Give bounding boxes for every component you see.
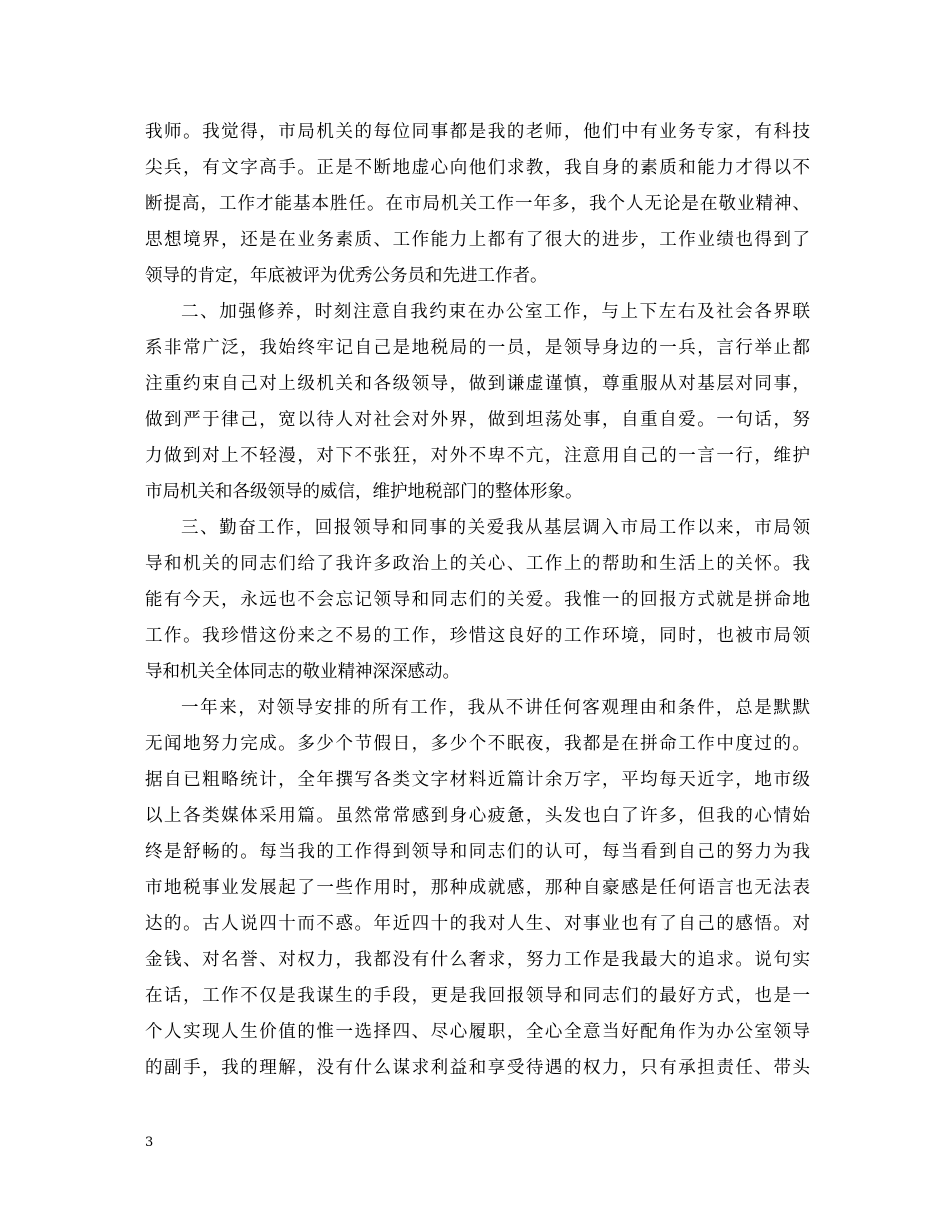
text-line: 导和机关的同志们给了我许多政治上的关心、工作上的帮助和生活上的关怀。我 [145,554,810,574]
text-line: 在话，工作不仅是我谋生的手段，更是我回报领导和同志们的最好方式，也是一 [145,986,810,1006]
text-line: 无闻地努力完成。多少个节假日，多少个不眠夜，我都是在拼命工作中度过的。 [145,734,810,754]
page-number: 3 [145,1135,154,1150]
text-line: 据自已粗略统计，全年撰写各类文字材料近篇计余万字，平均每天近字，地市级 [145,770,810,790]
body-text [145,114,810,1086]
text-line: 终是舒畅的。每当我的工作得到领导和同志们的认可，每当看到自己的努力为我 [145,842,810,862]
text-line: 的副手，我的理解，没有什么谋求利益和享受待遇的权力，只有承担责任、带头 [145,1058,810,1078]
text-line: 我师。我觉得，市局机关的每位同事都是我的老师，他们中有业务专家，有科技 [145,122,810,142]
text-line: 力做到对上不轻漫，对下不张狂，对外不卑不亢，注意用自己的一言一行，维护 [145,446,810,466]
text-line: 能有今天，永远也不会忘记领导和同志们的关爱。我惟一的回报方式就是拼命地 [145,590,810,610]
paragraph-continued [145,114,810,294]
text-line: 二、加强修养，时刻注意自我约束在办公室工作，与上下左右及社会各界联 [181,302,810,322]
text-line: 金钱、对名誉、对权力，我都没有什么奢求，努力工作是我最大的追求。说句实 [145,950,810,970]
text-line: 断提高，工作才能基本胜任。在市局机关工作一年多，我个人无论是在敬业精神、 [145,194,810,214]
text-line: 一年来，对领导安排的所有工作，我从不讲任何客观理由和条件，总是默默 [181,698,810,718]
text-line: 思想境界，还是在业务素质、工作能力上都有了很大的进步，工作业绩也得到了 [145,230,810,250]
text-line: 三、勤奋工作，回报领导和同事的关爱我从基层调入市局工作以来，市局领 [181,518,810,538]
text-line: 以上各类媒体采用篇。虽然常常感到身心疲惫，头发也白了许多，但我的心情始 [145,806,810,826]
text-line: 尖兵，有文字高手。正是不断地虚心向他们求教，我自身的素质和能力才得以不 [145,158,810,178]
text-line: 系非常广泛，我始终牢记自己是地税局的一员，是领导身边的一兵，言行举止都 [145,338,810,358]
text-line: 领导的肯定，年底被评为优秀公务员和先进工作者。 [145,266,548,286]
text-line: 个人实现人生价值的惟一选择四、尽心履职，全心全意当好配角作为办公室领导 [145,1022,810,1042]
paragraph-year-review [145,690,810,1086]
paragraph-self-discipline [145,294,810,510]
text-line: 工作。我珍惜这份来之不易的工作，珍惜这良好的工作环境，同时，也被市局领 [145,626,810,646]
text-line: 导和机关全体同志的敬业精神深深感动。 [145,662,460,682]
text-line: 达的。古人说四十而不惑。年近四十的我对人生、对事业也有了自己的感悟。对 [145,914,810,934]
text-line: 做到严于律己，宽以待人对社会对外界，做到坦荡处事，自重自爱。一句话，努 [145,410,810,430]
text-line: 市局机关和各级领导的威信，维护地税部门的整体形象。 [145,482,583,502]
text-line: 市地税事业发展起了一些作用时，那种成就感，那种自豪感是任何语言也无法表 [145,878,810,898]
paragraph-hard-work [145,510,810,690]
text-line: 注重约束自己对上级机关和各级领导，做到谦虚谨慎，尊重服从对基层对同事， [145,374,810,394]
